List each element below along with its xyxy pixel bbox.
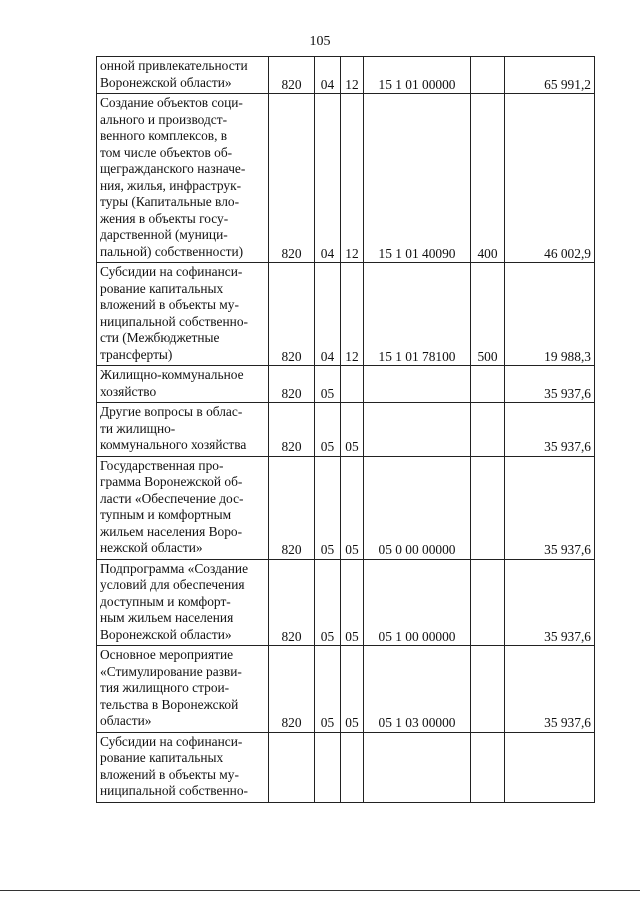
- target-article-cell: [364, 403, 471, 457]
- item-name-line: ния, жилья, инфраструк-: [100, 177, 242, 193]
- amount-cell: 19 988,3: [505, 263, 595, 366]
- grbs-cell: 820: [269, 456, 315, 559]
- item-name-line: рование капитальных: [100, 750, 224, 765]
- page-bottom-rule: [0, 890, 640, 891]
- item-name-line: том числе объектов об-: [100, 144, 233, 160]
- grbs-cell: [269, 732, 315, 802]
- amount-cell: 35 937,6: [505, 366, 595, 403]
- section-cell: 05: [315, 403, 341, 457]
- table-row: [97, 366, 595, 403]
- item-name-line: Создание объектов соци-: [100, 95, 243, 110]
- page-number: 105: [309, 34, 331, 49]
- item-name-line: Субсидии на софинанси-: [100, 733, 243, 749]
- amount-cell: 35 937,6: [505, 559, 595, 646]
- target-article-cell: 05 0 00 00000: [364, 456, 471, 559]
- table-row: [97, 646, 595, 733]
- item-name-line: Жилищно-коммунальное: [100, 367, 244, 382]
- subsection-cell: [341, 366, 364, 403]
- item-name-line: рование капитальных: [100, 280, 224, 296]
- item-name-line: жения в объекты госу-: [100, 210, 229, 226]
- table-row: [97, 732, 595, 802]
- item-name-line: пальной) собственности): [100, 243, 244, 259]
- expense-type-cell: [471, 559, 505, 646]
- table-row: [97, 559, 595, 646]
- item-name-line: Воронежской области»: [100, 626, 232, 642]
- grbs-cell: 820: [269, 646, 315, 733]
- expense-type-cell: 400: [471, 94, 505, 263]
- item-name-line: ти жилищно-: [100, 420, 176, 436]
- item-name-line: венного комплексов, в: [100, 128, 228, 143]
- section-cell: 04: [315, 94, 341, 263]
- item-name-cell: [97, 559, 269, 646]
- expense-type-cell: [471, 403, 505, 457]
- item-name-line: Подпрограмма «Создание: [100, 560, 249, 576]
- section-cell: 05: [315, 456, 341, 559]
- expense-type-cell: [471, 57, 505, 94]
- item-name-line: тупным и комфортным: [100, 507, 232, 522]
- item-name-line: доступным и комфорт-: [100, 593, 231, 609]
- item-name-line: дарственной (муници-: [100, 227, 228, 242]
- expense-type-cell: [471, 732, 505, 802]
- table-row: [97, 456, 595, 559]
- amount-cell: 35 937,6: [505, 456, 595, 559]
- item-name-line: щегражданского назначе-: [100, 161, 246, 176]
- subsection-cell: 05: [341, 456, 364, 559]
- item-name-cell: [97, 94, 269, 263]
- subsection-cell: 05: [341, 559, 364, 646]
- subsection-cell: 05: [341, 403, 364, 457]
- item-name-cell: [97, 366, 269, 403]
- section-cell: [315, 732, 341, 802]
- item-name-line: области»: [100, 713, 152, 728]
- target-article-cell: 15 1 01 40090: [364, 94, 471, 263]
- section-cell: 05: [315, 559, 341, 646]
- subsection-cell: 12: [341, 263, 364, 366]
- item-name-cell: [97, 732, 269, 802]
- target-article-cell: [364, 366, 471, 403]
- item-name-line: туры (Капитальные вло-: [100, 194, 240, 209]
- subsection-cell: 05: [341, 646, 364, 733]
- item-name-line: коммунального хозяйства: [100, 437, 247, 452]
- item-name-cell: [97, 456, 269, 559]
- table-row: [97, 263, 595, 366]
- item-name-line: ального и производст-: [100, 111, 228, 127]
- item-name-line: онной привлекательности: [100, 58, 248, 73]
- section-cell: 05: [315, 646, 341, 733]
- target-article-cell: 15 1 01 78100: [364, 263, 471, 366]
- section-cell: 05: [315, 366, 341, 403]
- item-name-line: жильем населения Воро-: [100, 523, 243, 539]
- amount-cell: 65 991,2: [505, 57, 595, 94]
- item-name-line: Государственная про-: [100, 457, 224, 473]
- item-name-line: Воронежской области»: [100, 74, 232, 90]
- expense-type-cell: [471, 366, 505, 403]
- grbs-cell: 820: [269, 559, 315, 646]
- item-name-line: тия жилищного строи-: [100, 680, 230, 695]
- item-name-line: вложений в объекты му-: [100, 766, 239, 782]
- expense-type-cell: 500: [471, 263, 505, 366]
- item-name-cell: [97, 263, 269, 366]
- item-name-line: «Стимулирование разви-: [100, 663, 242, 679]
- grbs-cell: 820: [269, 403, 315, 457]
- table-row: [97, 403, 595, 457]
- grbs-cell: 820: [269, 263, 315, 366]
- item-name-line: Основное мероприятие: [100, 647, 234, 662]
- amount-cell: 46 002,9: [505, 94, 595, 263]
- item-name-cell: [97, 403, 269, 457]
- budget-table-body: [97, 57, 595, 803]
- item-name-line: Субсидии на софинанси-: [100, 264, 243, 279]
- grbs-cell: 820: [269, 366, 315, 403]
- subsection-cell: 12: [341, 94, 364, 263]
- section-cell: 04: [315, 263, 341, 366]
- section-cell: 04: [315, 57, 341, 94]
- item-name-cell: [97, 57, 269, 94]
- item-name-line: тельства в Воронежской: [100, 696, 239, 712]
- item-name-line: трансферты): [100, 346, 173, 362]
- item-name-line: ным жильем населения: [100, 610, 234, 625]
- target-article-cell: 15 1 01 00000: [364, 57, 471, 94]
- amount-cell: 35 937,6: [505, 646, 595, 733]
- item-name-line: Другие вопросы в облас-: [100, 404, 243, 419]
- item-name-line: вложений в объекты му-: [100, 297, 239, 312]
- item-name-line: нежской области»: [100, 540, 203, 555]
- grbs-cell: 820: [269, 57, 315, 94]
- item-name-line: хозяйство: [100, 383, 157, 399]
- budget-table: [96, 56, 595, 803]
- amount-cell: [505, 732, 595, 802]
- item-name-line: ниципальной собственно-: [100, 783, 248, 798]
- item-name-line: условий для обеспечения: [100, 577, 245, 592]
- amount-cell: 35 937,6: [505, 403, 595, 457]
- item-name-line: сти (Межбюджетные: [100, 330, 220, 345]
- table-row: [97, 94, 595, 263]
- target-article-cell: [364, 732, 471, 802]
- target-article-cell: 05 1 00 00000: [364, 559, 471, 646]
- item-name-line: ниципальной собственно-: [100, 313, 248, 329]
- expense-type-cell: [471, 646, 505, 733]
- grbs-cell: 820: [269, 94, 315, 263]
- table-row: [97, 57, 595, 94]
- target-article-cell: 05 1 03 00000: [364, 646, 471, 733]
- subsection-cell: 12: [341, 57, 364, 94]
- expense-type-cell: [471, 456, 505, 559]
- item-name-cell: [97, 646, 269, 733]
- item-name-line: грамма Воронежской об-: [100, 474, 243, 489]
- item-name-line: ласти «Обеспечение дос-: [100, 490, 244, 506]
- subsection-cell: [341, 732, 364, 802]
